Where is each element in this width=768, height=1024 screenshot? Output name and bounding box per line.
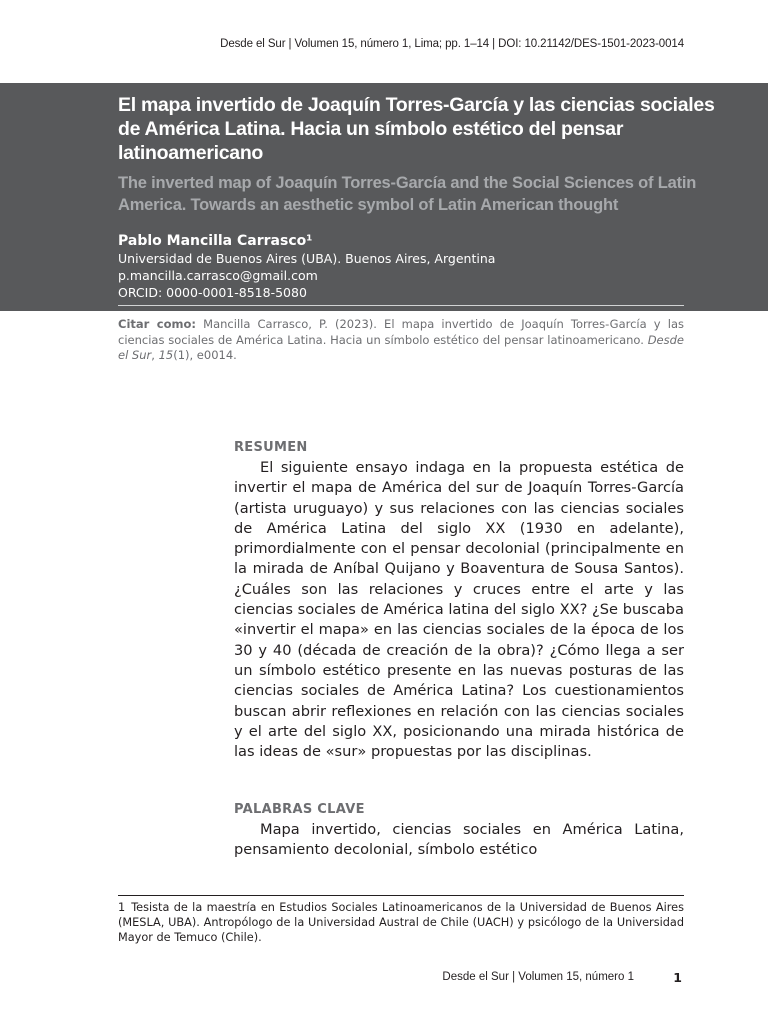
abstract-text: El siguiente ensayo indaga en la propuesta estética de invertir el mapa de América del sur de Joaquín Torres-García (artista uruguayo) y sus relaciones con las ciencias sociales de América Latina del siglo XX (1930 en adelante), primordialmente con el pensar decolonial (principalmente en la mirada de Aníbal Quijano y Boaventura de Sousa Santos). ¿Cuáles son las relaciones y cruces entre el arte y las ciencias sociales de América latina del siglo XX? ¿Se buscaba «invertir el mapa» en las ciencias sociales de la época de los 30 y 40 (década de creación de la obra)? ¿Cómo llega a ser un símbolo estético presente en las nuevas posturas de las ciencias sociales de América Latina? Los cuestionamientos buscan abrir reflexiones en relación con las ciencias sociales y el arte del siglo XX, posicionando una mirada histórica de las ideas de «sur» propuestas por las disciplinas. [234,459,684,761]
footnote-number: 1 [118,901,126,914]
citation [118,317,684,364]
citation-label: Citar como: [118,317,197,331]
citation-volume: 15 [158,348,174,362]
abstract-heading: RESUMEN [234,440,308,455]
abstract-section [234,440,684,762]
page-number: 1 [673,970,682,985]
keywords-text: Mapa invertido, ciencias sociales en América Latina, pensamiento decolonial, símbolo estético [234,821,684,859]
author-email[interactable]: p.mancilla.carrasco@gmail.com [118,268,318,283]
article-title-english: The inverted map of Joaquín Torres-García and the Social Sciences of Latin America. Towards an aesthetic symbol of Latin American thought [118,174,697,214]
citation-separator: , [151,348,159,362]
author-affiliation: Universidad de Buenos Aires (UBA). Buenos Aires, Argentina [118,251,496,266]
citation-text: Mancilla Carrasco, P. (2023). El mapa invertido de Joaquín Torres-García y las ciencias sociales de América Latina. Hacia un símbolo estético del pensar latinoamericano. [118,317,684,347]
footnote-rule [118,895,684,896]
author-name: Pablo Mancilla Carrasco¹ [118,233,313,249]
keywords-section [234,802,684,861]
author-block [118,232,688,301]
citation-journal: Desde el Sur [118,332,684,362]
footnote-text: Tesista de la maestría en Estudios Sociales Latinoamericanos de la Universidad de Buenos Aires (MESLA, UBA). Antropólogo de la Universidad Austral de Chile (UACH) y psicólogo de la Universidad Mayor de Temuco (Chile). [118,901,684,944]
article-title-spanish: El mapa invertido de Joaquín Torres-García y las ciencias sociales de América Latina. Hacia un símbolo estético del pensar latinoamericano [118,94,715,164]
title-band-rule [118,305,684,306]
author-orcid[interactable]: ORCID: 0000-0001-8518-5080 [118,285,307,300]
footer-journal: Desde el Sur | Volumen 15, número 1 [442,971,634,983]
citation-issue: (1), e0014. [173,348,237,362]
keywords-heading: PALABRAS CLAVE [234,802,365,817]
running-head: Desde el Sur | Volumen 15, número 1, Lima; pp. 1–14 | DOI: 10.21142/DES-1501-2023-0014 [220,38,684,50]
footnote [118,900,684,945]
